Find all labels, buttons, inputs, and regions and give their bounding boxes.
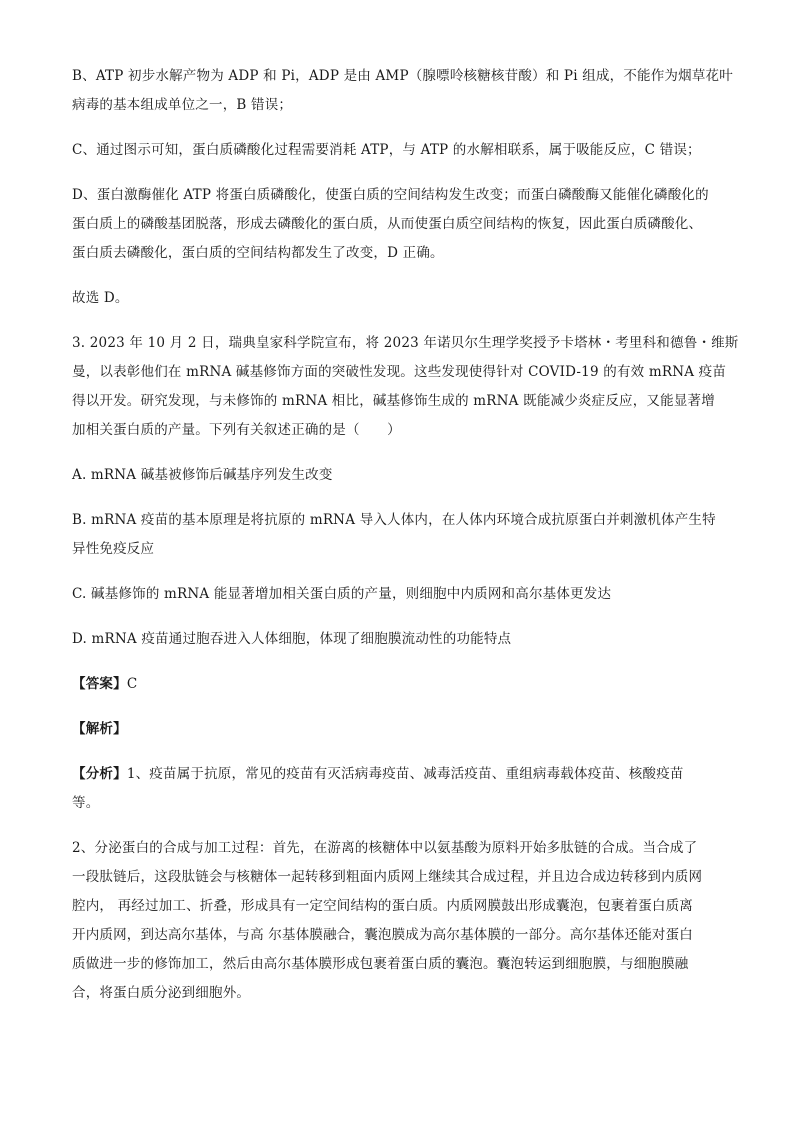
text-line: 异性免疫反应 bbox=[72, 541, 155, 557]
answer-line bbox=[72, 670, 722, 699]
fenxi-text: 1、疫苗属于抗原，常见的疫苗有灭活病毒疫苗、减毒活疫苗、重组病毒载体疫苗、核酸疫苗 bbox=[126, 766, 684, 782]
text-line: B、ATP 初步水解产物为 ADP 和 Pi，ADP 是由 AMP（腺嘌呤核糖核苷酸）和 Pi 组成，不能作为烟草花叶 bbox=[72, 68, 733, 84]
analysis-heading bbox=[72, 715, 722, 744]
question-3-stem bbox=[72, 329, 739, 445]
text-line: C、通过图示可知，蛋白质磷酸化过程需要消耗 ATP，与 ATP 的水解相联系，属于吸能反应，C 错误； bbox=[72, 142, 701, 158]
text-line: A. mRNA 碱基被修饰后碱基序列发生改变 bbox=[72, 467, 333, 483]
analysis-label: 【解析】 bbox=[72, 721, 127, 737]
option-b-explanation bbox=[72, 62, 733, 120]
option-d bbox=[72, 625, 722, 654]
text-line: 曼，以表彰他们在 mRNA 碱基修饰方面的突破性发现。这些发现使得针对 COVID-19 的有效 mRNA 疫苗 bbox=[72, 364, 727, 380]
text-line: 质做进一步的修饰加工，然后由高尔基体膜形成包裹着蛋白质的囊泡。囊泡转运到细胞膜，与细胞膜融 bbox=[72, 956, 689, 972]
text-line: 蛋白质去磷酸化，蛋白质的空间结构都发生了改变，D 正确。 bbox=[72, 245, 444, 261]
option-b bbox=[72, 506, 722, 564]
option-d-explanation bbox=[72, 181, 722, 268]
text-line: 故选 D。 bbox=[72, 290, 129, 306]
fenxi-paragraph bbox=[72, 760, 722, 818]
text-line: D、蛋白激酶催化 ATP 将蛋白质磷酸化，使蛋白质的空间结构发生改变；而蛋白磷酸酶又能催化磷酸化的 bbox=[72, 187, 709, 203]
option-a bbox=[72, 461, 722, 490]
choose-conclusion bbox=[72, 284, 722, 313]
document-page bbox=[72, 62, 739, 1024]
text-line: 病毒的基本组成单位之一，B 错误； bbox=[72, 97, 293, 113]
text-line: 加相关蛋白质的产量。下列有关叙述正确的是（ ） bbox=[72, 422, 401, 438]
text-line: 蛋白质上的磷酸基团脱落，形成去磷酸化的蛋白质，从而使蛋白质空间结构的恢复，因此蛋白质磷酸化、 bbox=[72, 216, 703, 232]
text-line: 得以开发。研究发现，与未修饰的 mRNA 相比，碱基修饰生成的 mRNA 既能减少炎症反应，又能显著增 bbox=[72, 393, 715, 409]
text-line: D. mRNA 疫苗通过胞吞进入人体细胞，体现了细胞膜流动性的功能特点 bbox=[72, 631, 512, 647]
text-line: B. mRNA 疫苗的基本原理是将抗原的 mRNA 导入人体内，在人体内环境合成抗原蛋白并刺激机体产生特 bbox=[72, 512, 716, 528]
text-line: 腔内， 再经过加工、折叠，形成具有一定空间结构的蛋白质。内质网膜鼓出形成囊泡，包裹着蛋白质离 bbox=[72, 898, 693, 914]
fenxi-label: 【分析】 bbox=[72, 766, 127, 782]
text-line: 开内质网，到达高尔基体，与高 尔基体膜融合，囊泡膜成为高尔基体膜的一部分。高尔基体还能对蛋白 bbox=[72, 927, 693, 943]
text-line: 一段肽链后，这段肽链会与核糖体一起转移到粗面内质网上继续其合成过程，并且边合成边转移到内质网 bbox=[72, 869, 703, 885]
text-line: 合，将蛋白质分泌到细胞外。 bbox=[72, 985, 251, 1001]
text-line: 等。 bbox=[72, 795, 100, 811]
text-line: 2、分泌蛋白的合成与加工过程：首先，在游离的核糖体中以氨基酸为原料开始多肽链的合成。当合成了 bbox=[72, 840, 698, 856]
secretory-protein-paragraph bbox=[72, 834, 722, 1008]
answer-label: 【答案】 bbox=[72, 676, 127, 692]
option-c-explanation bbox=[72, 136, 722, 165]
answer-value: C bbox=[126, 676, 138, 692]
option-c bbox=[72, 580, 722, 609]
text-line: 3. 2023 年 10 月 2 日，瑞典皇家科学院宣布，将 2023 年诺贝尔生理学奖授予卡塔林・考里科和德鲁・维斯 bbox=[72, 335, 739, 351]
text-line bbox=[72, 760, 722, 789]
text-line: C. 碱基修饰的 mRNA 能显著增加相关蛋白质的产量，则细胞中内质网和高尔基体更发达 bbox=[72, 586, 612, 602]
